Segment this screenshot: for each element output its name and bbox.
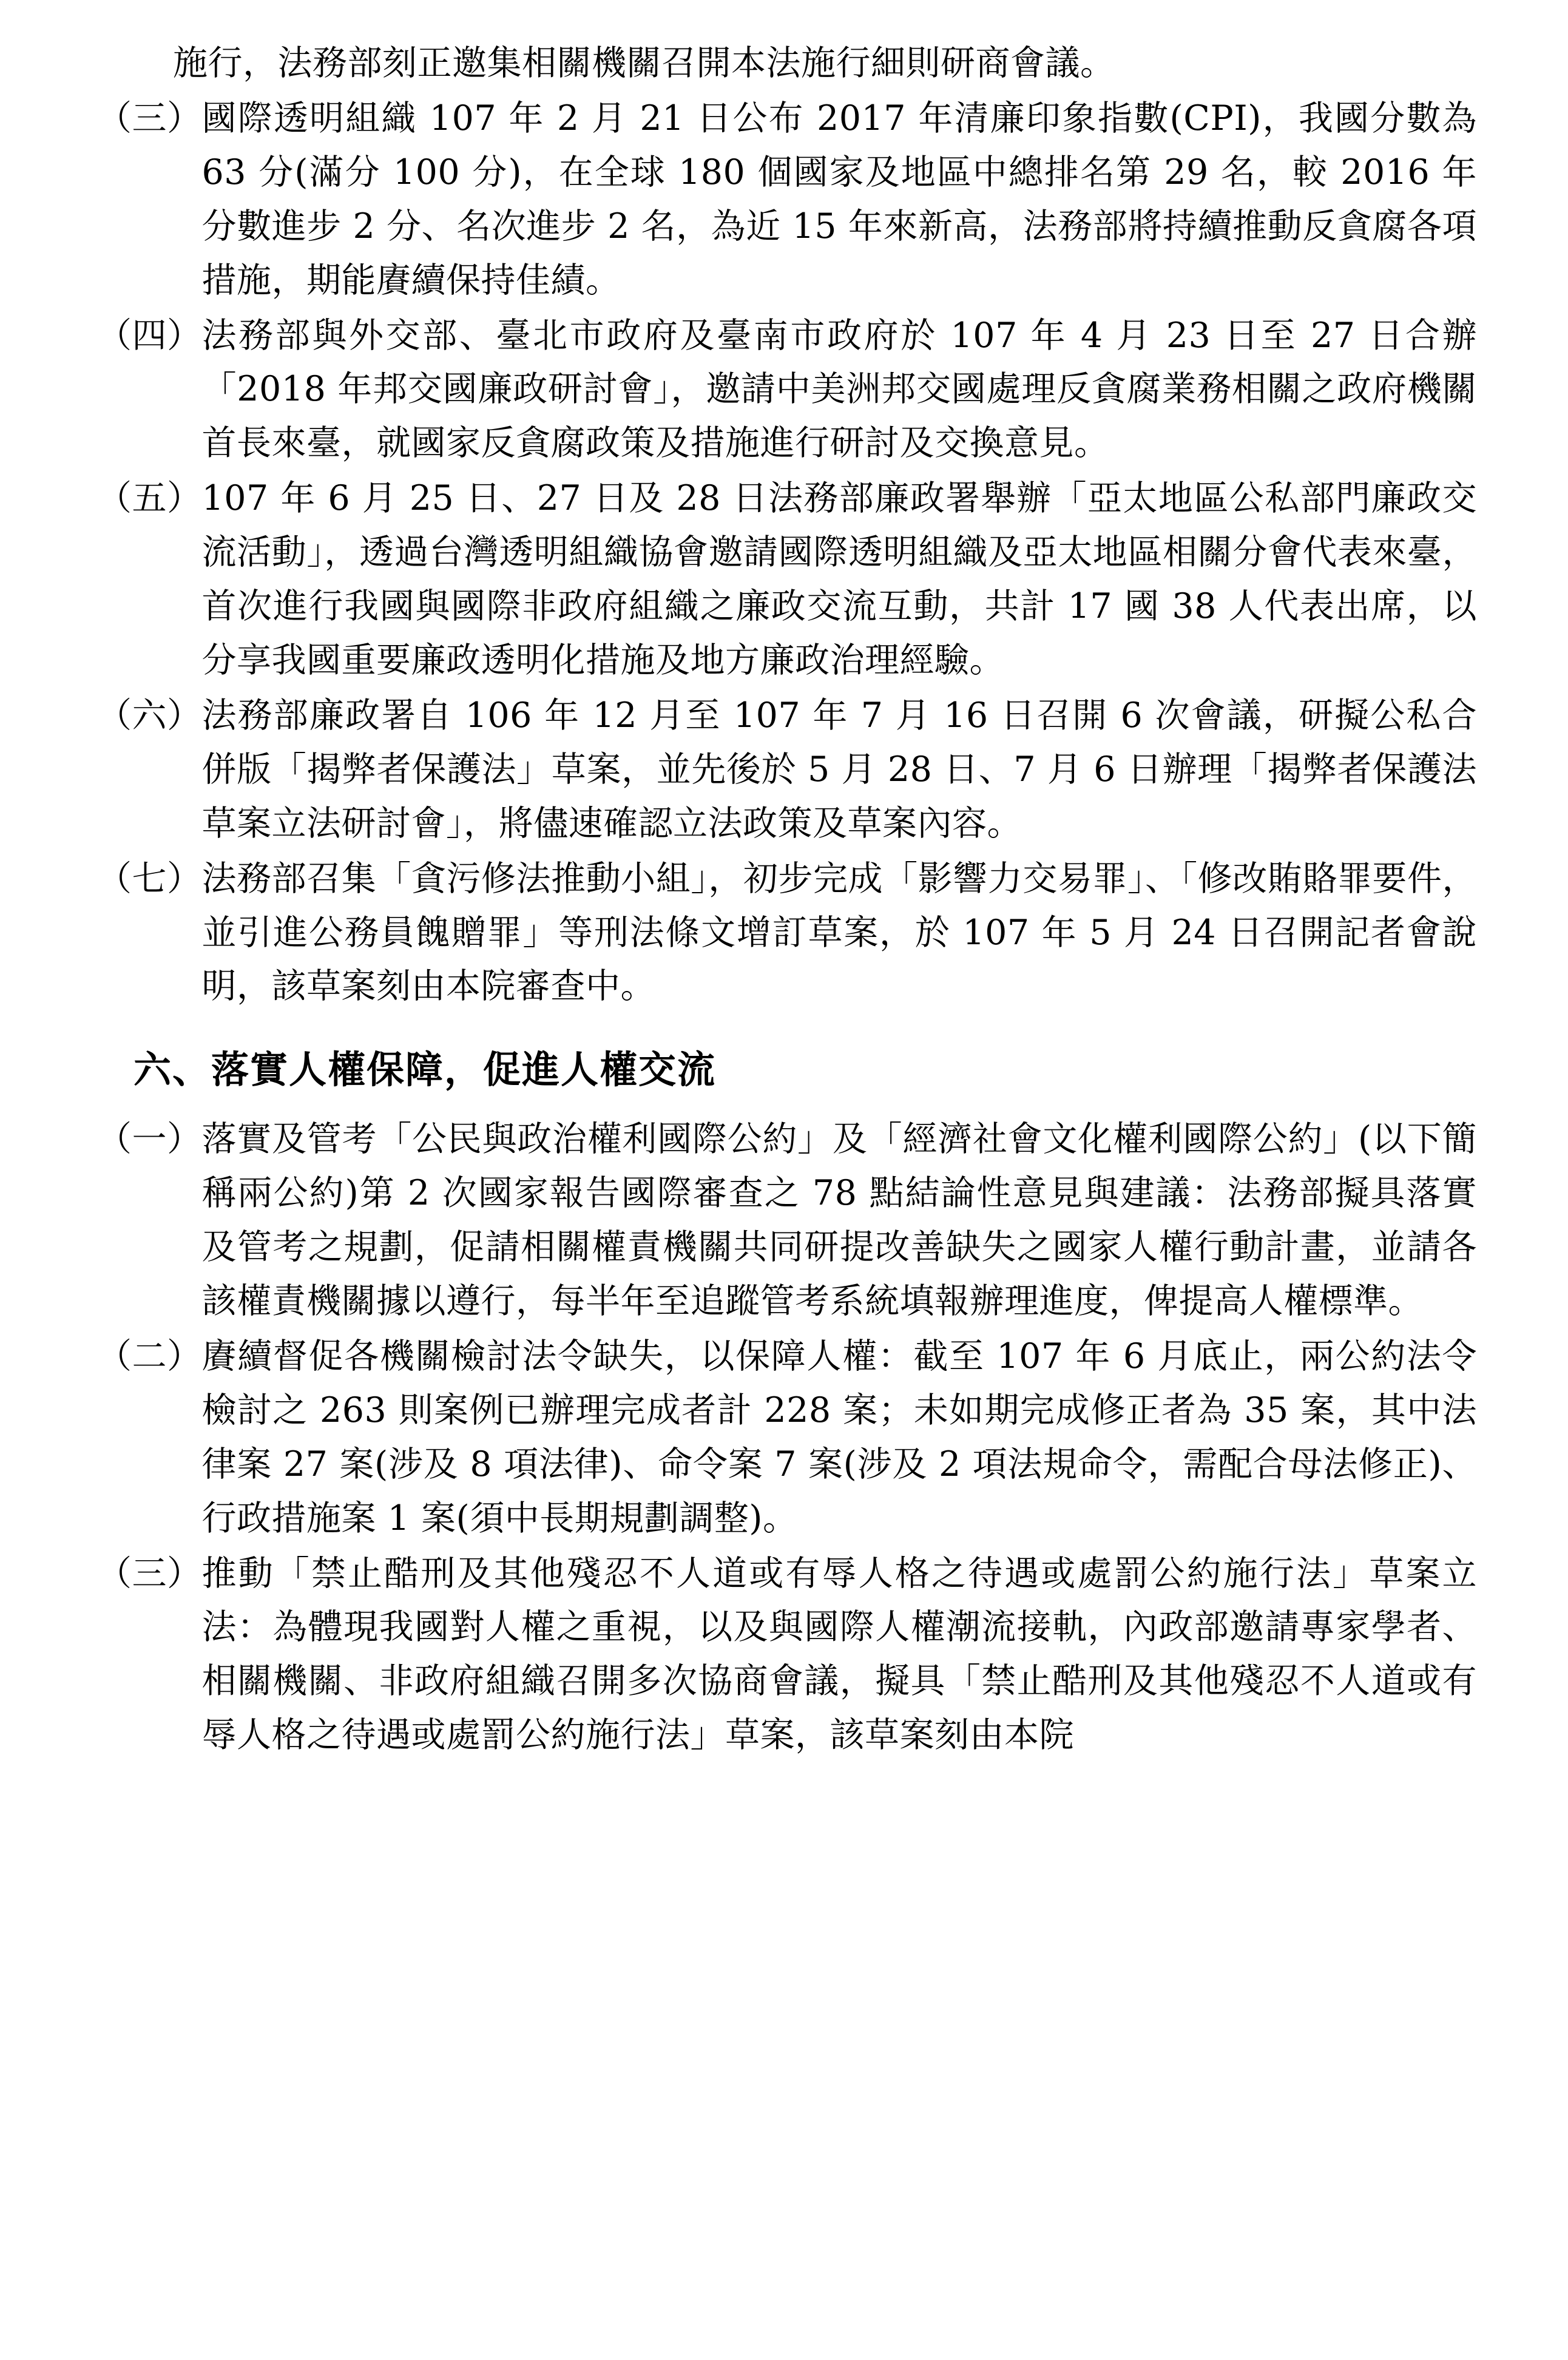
list-item — [97, 92, 1477, 308]
list-item-text: 國際透明組織 107 年 2 月 21 日公布 2017 年清廉印象指數(CPI)，我國分數為 63 分(滿分 100 分)，在全球 180 個國家及地區中總排名第 29 名，較 2016 年分數進步 2 分、名次進步 2 名，為近 15 年來新高，法務部將持續推動反貪腐各項措施，期能賡續保持佳績。 — [201, 98, 1477, 300]
list-item-marker: （一） — [97, 1119, 202, 1160]
list-item-text: 賡續督促各機關檢討法令缺失，以保障人權：截至 107 年 6 月底止，兩公約法令檢討之 263 則案例已辦理完成者計 228 案；未如期完成修正者為 35 案，其中法律案 27 案(涉及 8 項法律)、命令案 7 案(涉及 2 項法規命令，需配合母法修正)、行政措施案 1 案(須中長期規劃調整)。 — [201, 1336, 1477, 1538]
list-item-text: 法務部廉政署自 106 年 12 月至 107 年 7 月 16 日召開 6 次會議，研擬公私合併版「揭弊者保護法」草案，並先後於 5 月 28 日、7 月 6 日辦理「揭弊者保護法草案立法研討會」，將儘速確認立法政策及草案內容。 — [201, 695, 1477, 844]
list-item-marker: （三） — [97, 98, 202, 138]
list-item-marker: （六） — [97, 695, 202, 735]
list-item-text: 107 年 6 月 25 日、27 日及 28 日法務部廉政署舉辦「亞太地區公私部門廉政交流活動」，透過台灣透明組織協會邀請國際透明組織及亞太地區相關分會代表來臺，首次進行我國與國際非政府組織之廉政交流互動，共計 17 國 38 人代表出席，以分享我國重要廉政透明化措施及地方廉政治理經驗。 — [201, 478, 1477, 680]
list-item-marker: （四） — [97, 315, 202, 356]
list-item — [97, 1330, 1477, 1546]
list-item-marker: （五） — [97, 478, 202, 519]
list-item-marker: （七） — [97, 858, 202, 899]
list-item — [97, 472, 1477, 688]
list-item-text: 法務部與外交部、臺北市政府及臺南市政府於 107 年 4 月 23 日至 27 日合辦「2018 年邦交國廉政研討會」，邀請中美洲邦交國處理反貪腐業務相關之政府機關首長來臺，就國家反貪腐政策及措施進行研討及交換意見。 — [201, 315, 1477, 464]
continued-paragraph-line: 施行，法務部刻正邀集相關機關召開本法施行細則研商會議。 — [173, 43, 1115, 83]
list-item-text: 落實及管考「公民與政治權利國際公約」及「經濟社會文化權利國際公約」(以下簡稱兩公約)第 2 次國家報告國際審查之 78 點結論性意見與建議：法務部擬具落實及管考之規劃，促請相關權責機關共同研提改善缺失之國家人權行動計畫，並請各該權責機關據以遵行，每半年至追蹤管考系統填報辦理進度，俾提高人權標準。 — [201, 1119, 1477, 1322]
list-item — [97, 309, 1477, 471]
section-heading: 六、落實人權保障，促進人權交流 — [133, 1047, 717, 1092]
list-item — [97, 852, 1477, 1014]
list-item-text: 推動「禁止酷刑及其他殘忍不人道或有辱人格之待遇或處罰公約施行法」草案立法：為體現我國對人權之重視，以及與國際人權潮流接軌，內政部邀請專家學者、相關機關、非政府組織召開多次協商會議，擬具「禁止酷刑及其他殘忍不人道或有辱人格之待遇或處罰公約施行法」草案，該草案刻由本院 — [201, 1553, 1477, 1756]
list-item-text: 法務部召集「貪污修法推動小組」，初步完成「影響力交易罪」、「修改賄賂罪要件，並引進公務員餽贈罪」等刑法條文增訂草案，於 107 年 5 月 24 日召開記者會說明，該草案刻由本院審查中。 — [201, 858, 1477, 1007]
list-item-marker: （二） — [97, 1336, 202, 1376]
list-item-marker: （三） — [97, 1553, 202, 1594]
list-item — [97, 1112, 1477, 1328]
list-item — [97, 1547, 1477, 1763]
list-item — [97, 689, 1477, 851]
